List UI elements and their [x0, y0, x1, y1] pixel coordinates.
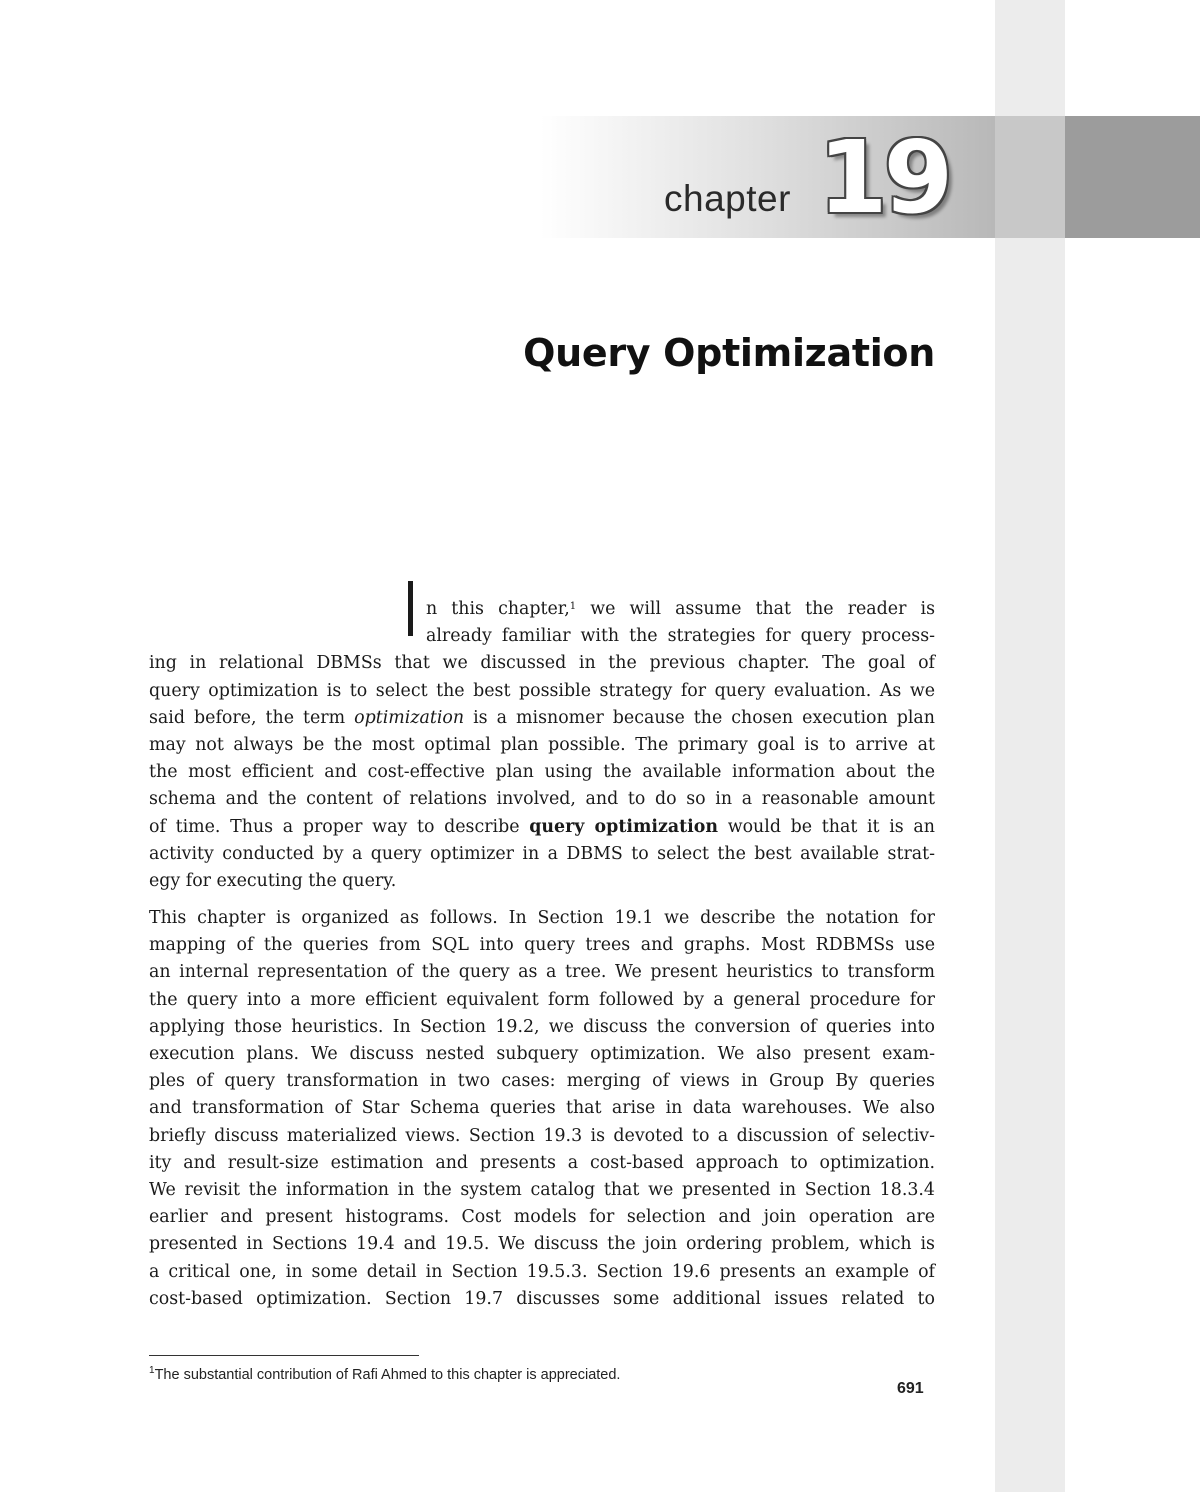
overview-line: execution plans. We discuss nested subquery optimization. We also present exam-	[149, 1044, 935, 1065]
overview-line: mapping of the queries from SQL into query trees and graphs. Most RDBMSs use	[149, 935, 935, 956]
footnote-marker: 1	[149, 1365, 155, 1376]
bold-term: query optimization	[529, 816, 718, 837]
overview-line: earlier and present histograms. Cost models for selection and join operation are	[149, 1207, 935, 1228]
overview-line: cost-based optimization. Section 19.7 discusses some additional issues related to	[149, 1288, 935, 1309]
overview-line: presented in Sections 19.4 and 19.5. We discuss the join ordering problem, which is	[149, 1234, 935, 1255]
intro-line-10: activity conducted by a query optimizer in a DBMS to select the best available strat-	[149, 843, 935, 864]
overview-line: and transformation of Star Schema queries that arise in data warehouses. We also	[149, 1098, 935, 1119]
overview-line: an internal representation of the query as a tree. We present heuristics to transform	[149, 962, 935, 983]
chapter-label: chapter	[664, 178, 791, 219]
footnote-text: The substantial contribution of Rafi Ahmed to this chapter is appreciated.	[154, 1367, 621, 1383]
overview-line: We revisit the information in the system catalog that we presented in Section 18.3.4	[149, 1180, 935, 1201]
intro-line-4: query optimization is to select the best possible strategy for query evaluation. As we	[149, 680, 935, 701]
chapter-header-band-tab	[1065, 116, 1200, 238]
italic-term: optimization	[354, 707, 465, 728]
footnote-rule	[149, 1355, 419, 1356]
overview-line: This chapter is organized as follows. In Section 19.1 we describe the notation for	[149, 908, 935, 928]
overview-paragraph	[149, 905, 935, 1313]
intro-line-1: n this chapter,$^1$ we will assume that the reader is	[426, 599, 935, 619]
footnote-ref: 1	[569, 601, 577, 612]
intro-line-7: the most efficient and cost-effective plan using the available information about the	[149, 762, 935, 783]
overview-line: applying those heuristics. In Section 19.2, we discuss the conversion of queries into	[149, 1016, 935, 1037]
intro-line-5: said before, the term optimization is a misnomer because the chosen execution plan	[149, 707, 935, 728]
page-number: 691	[897, 1380, 924, 1397]
intro-line-3: ing in relational DBMSs that we discussed in the previous chapter. The goal of	[149, 653, 935, 674]
intro-line-11: egy for executing the query.	[149, 871, 397, 892]
chapter-title: Query Optimization	[523, 331, 935, 375]
chapter-number: 19	[818, 119, 950, 236]
chapter-header-band-mid	[995, 116, 1065, 238]
intro-line-9: of time. Thus a proper way to describe query optimization would be that it is an	[149, 816, 935, 837]
footnote	[149, 1367, 620, 1383]
intro-line-2: already familiar with the strategies for query process-	[426, 626, 935, 647]
overview-line: ity and result-size estimation and presents a cost-based approach to optimization.	[149, 1152, 935, 1173]
overview-line: briefly discuss materialized views. Section 19.3 is devoted to a discussion of selectiv-	[149, 1125, 935, 1146]
overview-line: ples of query transformation in two cases: merging of views in Group By queries	[149, 1071, 935, 1092]
intro-paragraph	[149, 596, 935, 895]
overview-line: the query into a more efficient equivalent form followed by a general procedure for	[149, 989, 935, 1010]
overview-line: a critical one, in some detail in Section 19.5.3. Section 19.6 presents an example of	[149, 1261, 935, 1282]
intro-line-6: may not always be the most optimal plan possible. The primary goal is to arrive at	[149, 735, 935, 756]
intro-line-8: schema and the content of relations involved, and to do so in a reasonable amount	[149, 789, 935, 810]
